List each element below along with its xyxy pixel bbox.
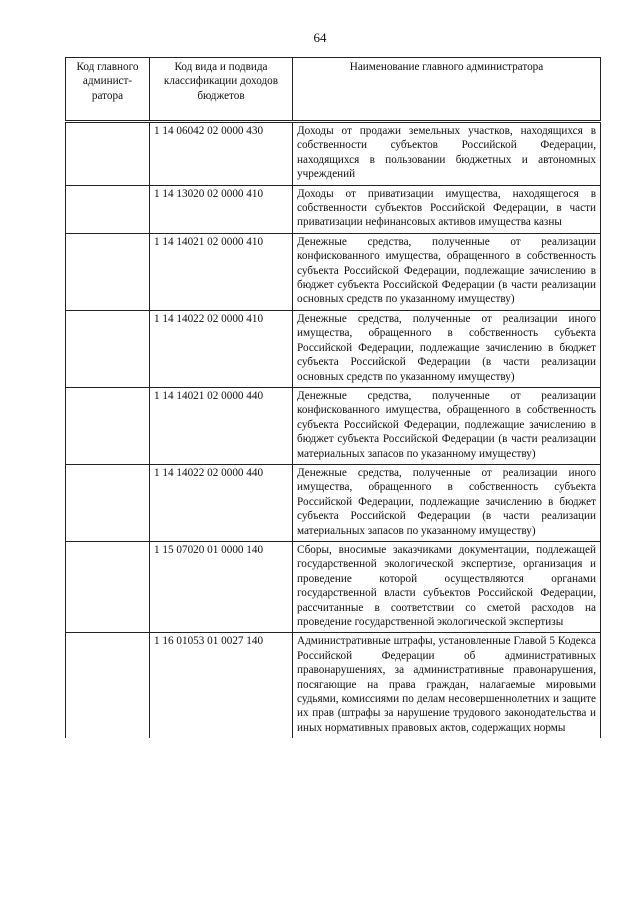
income-code-cell: 1 15 07020 01 0000 140 [150, 541, 293, 632]
admin-name-cell: Денежные средства, полученные от реализации иного имущества, обращенного в собственность субъекта Российской Федерации, подлежащие зачислению в бюджет субъекта Российской Федерации (в части реализации основных средств по указанному имуществу) [293, 310, 601, 387]
admin-code-cell [66, 387, 150, 464]
table-row [66, 233, 601, 310]
table-row [66, 464, 601, 541]
admin-name-cell: Административные штрафы, установленные Главой 5 Кодекса Российской Федерации об административных правонарушениях, за административные правонарушения, посягающие на права граждан, налагаемые мировыми судьями, комиссиями по делам несовершеннолетних и защите их прав (штрафы за нарушение трудового законодательства и иных нормативных правовых актов, содержащих нормы [293, 633, 601, 738]
admin-code-cell [66, 541, 150, 632]
admin-name-cell: Сборы, вносимые заказчиками документации, подлежащей государственной экологической экспертизе, организация и проведение которой осуществляются органами государственной власти субъектов Российской Федерации, рассчитанные в соответствии со сметой расходов на проведение государственной экологической экспертизы [293, 541, 601, 632]
table-row [66, 633, 601, 738]
table-row [66, 185, 601, 233]
admin-code-cell [66, 633, 150, 738]
table-row [66, 387, 601, 464]
income-code-cell: 1 14 14022 02 0000 410 [150, 310, 293, 387]
header-admin-code: Код главного админист-ратора [66, 58, 150, 122]
admin-code-cell [66, 310, 150, 387]
admin-code-cell [66, 464, 150, 541]
admin-code-cell [66, 185, 150, 233]
header-admin-name: Наименование главного администратора [293, 58, 601, 122]
page-number: 64 [313, 30, 327, 45]
income-code-cell: 1 14 14021 02 0000 410 [150, 233, 293, 310]
header-income-code: Код вида и подвида классификации доходов бюджетов [150, 58, 293, 122]
admin-name-cell: Доходы от продажи земельных участков, находящихся в собственности субъектов Российской Федерации, находящихся в пользовании бюджетных и автономных учреждений [293, 122, 601, 186]
income-classification-table [65, 57, 601, 738]
income-code-cell: 1 14 14022 02 0000 440 [150, 464, 293, 541]
income-code-cell: 1 14 13020 02 0000 410 [150, 185, 293, 233]
admin-name-cell: Денежные средства, полученные от реализации конфискованного имущества, обращенного в собственность субъекта Российской Федерации, подлежащие зачислению в бюджет субъекта Российской Федерации (в части реализации основных средств по указанному имуществу) [293, 233, 601, 310]
admin-name-cell: Денежные средства, полученные от реализации конфискованного имущества, обращенного в собственность субъекта Российской Федерации, подлежащие зачислению в бюджет субъекта Российской Федерации (в части реализации материальных запасов по указанному имуществу) [293, 387, 601, 464]
admin-name-cell: Доходы от приватизации имущества, находящегося в собственности субъектов Российской Федерации, в части приватизации нефинансовых активов имущества казны [293, 185, 601, 233]
table-row [66, 541, 601, 632]
income-code-cell: 1 14 06042 02 0000 430 [150, 122, 293, 186]
income-code-cell: 1 16 01053 01 0027 140 [150, 633, 293, 738]
table-row [66, 310, 601, 387]
admin-code-cell [66, 122, 150, 186]
table-header-row [66, 58, 601, 122]
income-code-cell: 1 14 14021 02 0000 440 [150, 387, 293, 464]
admin-name-cell: Денежные средства, полученные от реализации иного имущества, обращенного в собственность субъекта Российской Федерации, подлежащие зачислению в бюджет субъекта Российской Федерации (в части реализации материальных запасов по указанному имуществу) [293, 464, 601, 541]
admin-code-cell [66, 233, 150, 310]
table-row [66, 122, 601, 186]
